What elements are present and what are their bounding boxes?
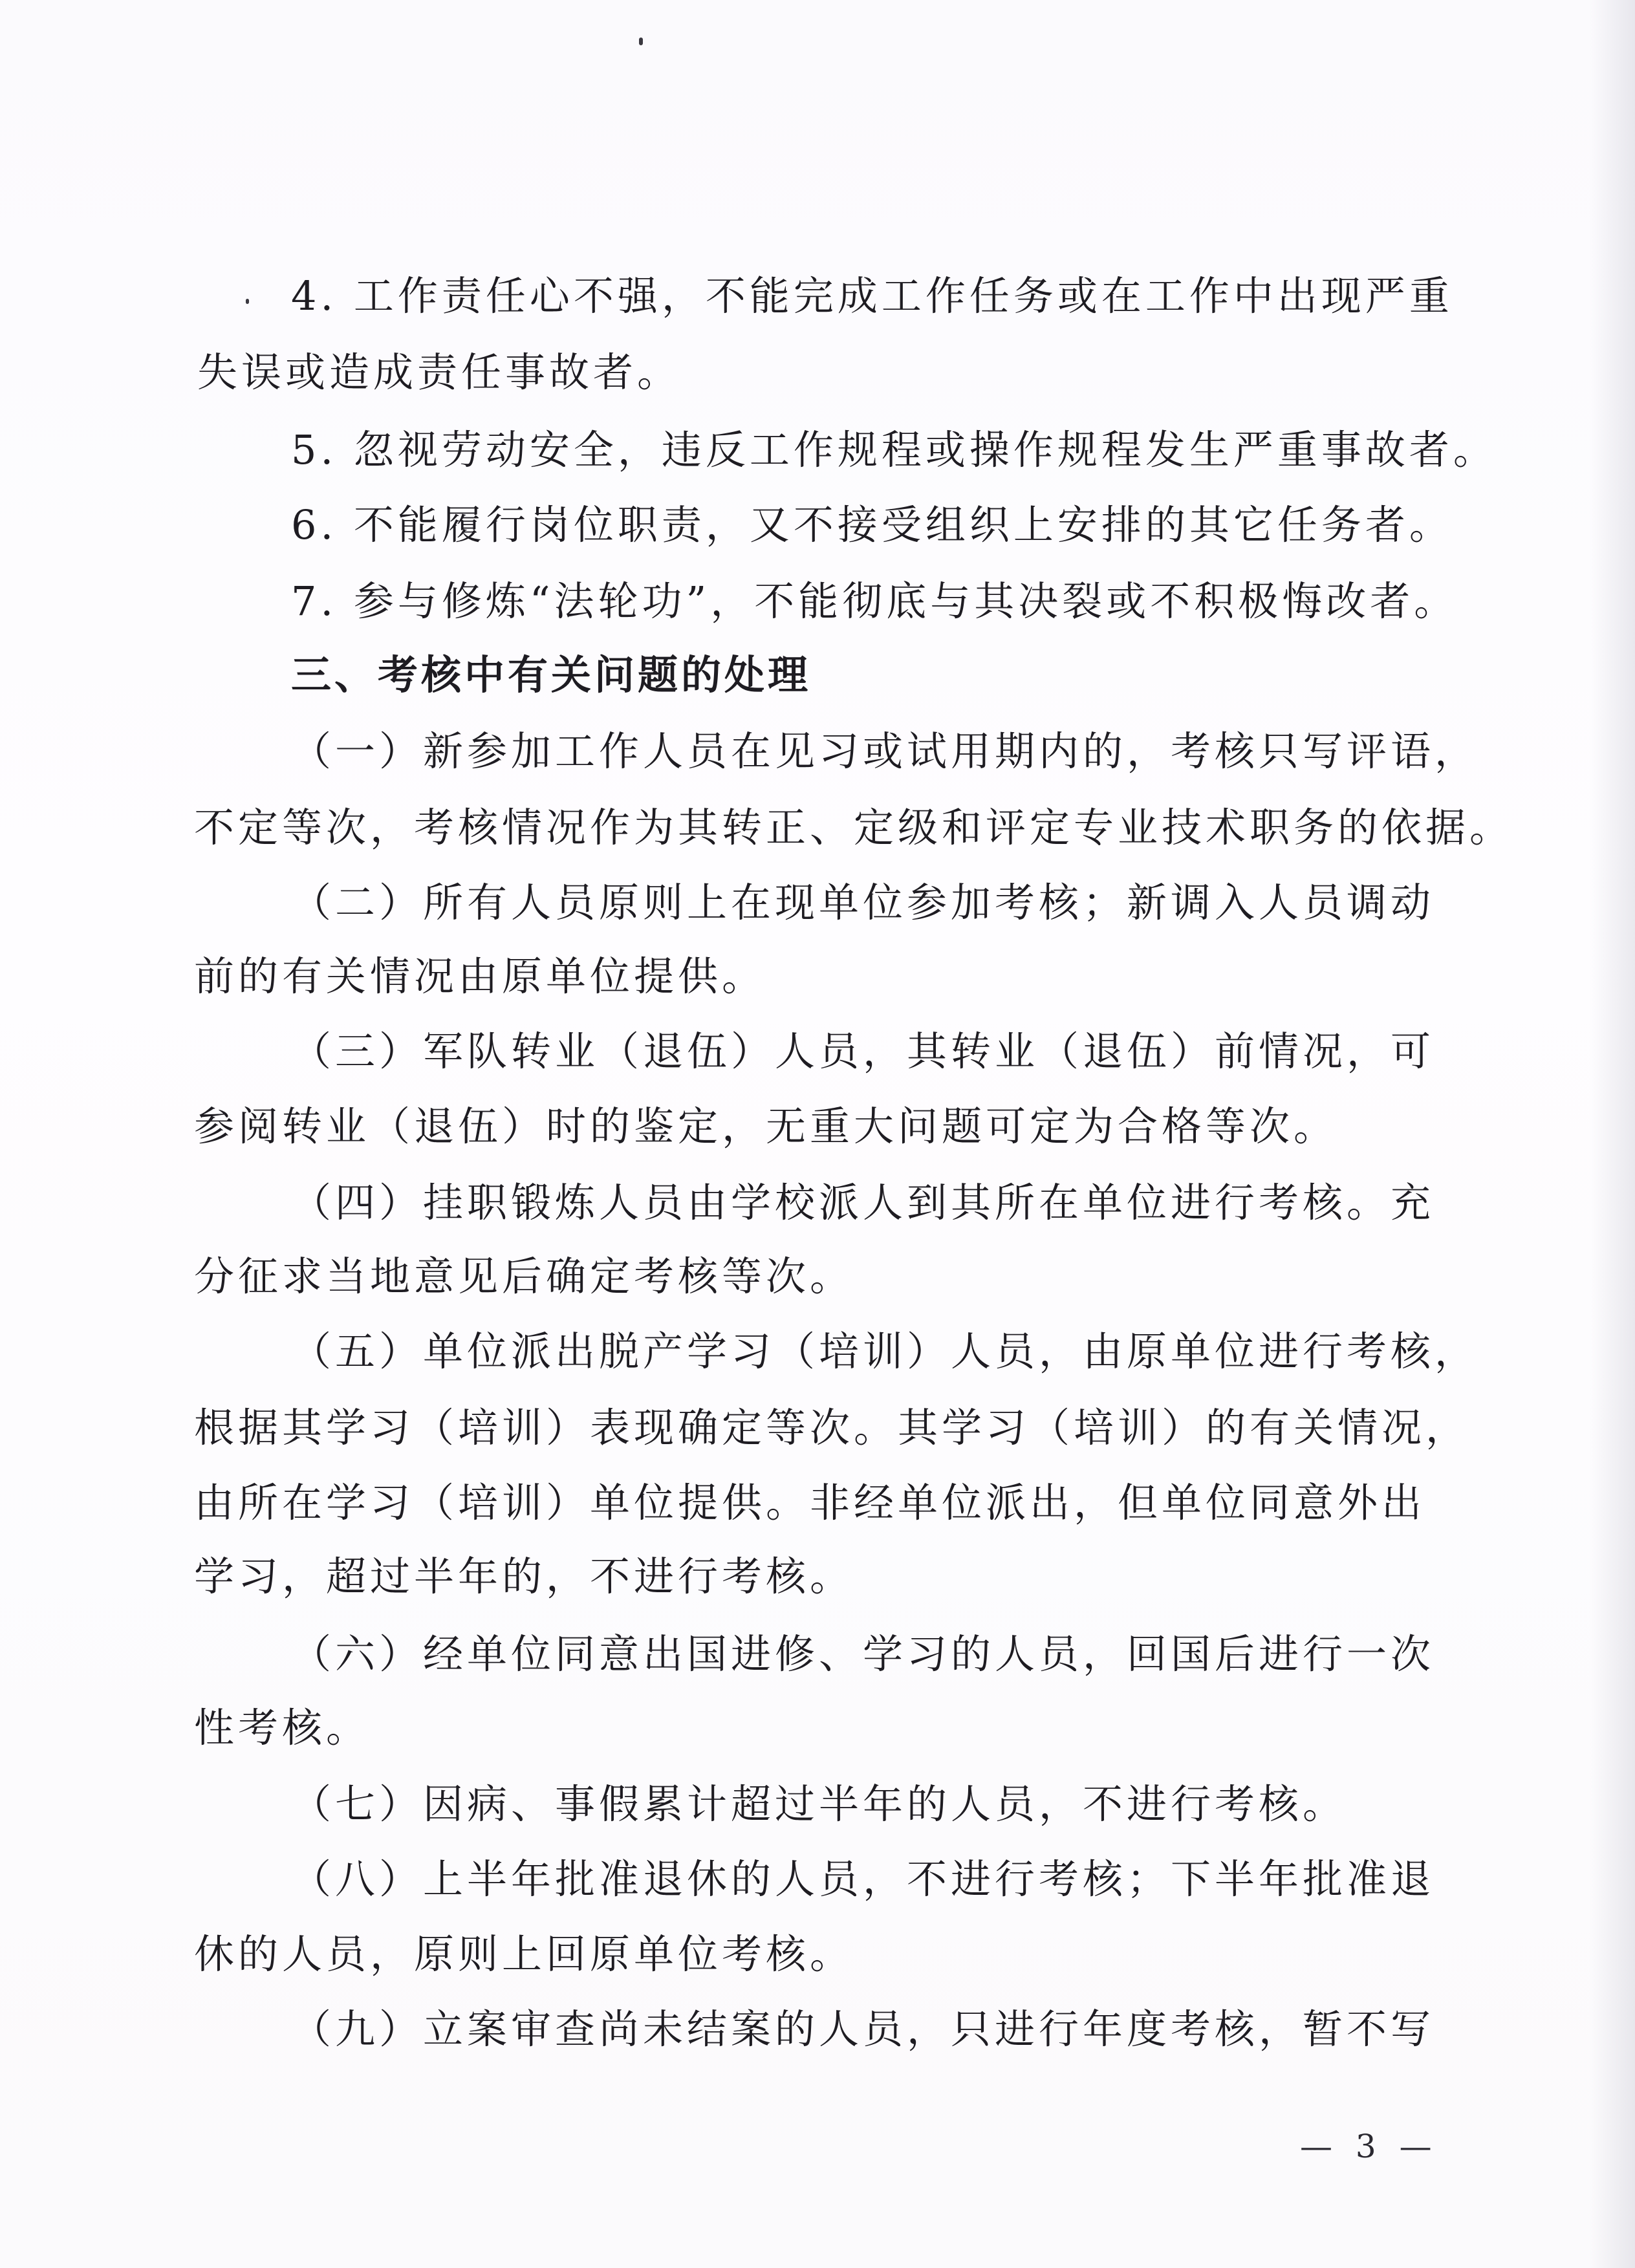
paragraph-4-line-2: 分征求当地意见后确定考核等次。 bbox=[194, 1253, 854, 1300]
section-3-heading: 三、考核中有关问题的处理 bbox=[291, 651, 812, 698]
paragraph-8-line-1: （八）上半年批准退休的人员，不进行考核；下半年批准退 bbox=[291, 1855, 1435, 1903]
paragraph-1-line-1: （一）新参加工作人员在见习或试用期内的，考核只写评语， bbox=[291, 728, 1479, 775]
page-number: — 3 — bbox=[1300, 2128, 1438, 2165]
item-7: 7. 参与修炼“法轮功”，不能彻底与其决裂或不积极悔改者。 bbox=[291, 578, 1458, 625]
paragraph-2-line-1: （二）所有人员原则上在现单位参加考核；新调入人员调动 bbox=[291, 879, 1435, 926]
paragraph-9-line-1: （九）立案审查尚未结案的人员，只进行年度考核，暂不写 bbox=[291, 2005, 1435, 2053]
scan-speck bbox=[246, 299, 249, 304]
paragraph-5-line-3: 由所在学习（培训）单位提供。非经单位派出，但单位同意外出 bbox=[194, 1479, 1426, 1526]
scan-edge-shadow bbox=[1590, 0, 1635, 2268]
paragraph-3-line-2: 参阅转业（退伍）时的鉴定，无重大问题可定为合格等次。 bbox=[194, 1103, 1338, 1150]
item-4-line-1: 4. 工作责任心不强，不能完成工作任务或在工作中出现严重 bbox=[291, 272, 1453, 319]
paragraph-1-line-2: 不定等次，考核情况作为其转正、定级和评定专业技术职务的依据。 bbox=[194, 804, 1514, 851]
paragraph-3-line-1: （三）军队转业（退伍）人员，其转业（退伍）前情况，可 bbox=[291, 1028, 1435, 1075]
item-4-line-2: 失误或造成责任事故者。 bbox=[197, 349, 682, 396]
paragraph-7: （七）因病、事假累计超过半年的人员，不进行考核。 bbox=[291, 1780, 1347, 1828]
paragraph-6-line-2: 性考核。 bbox=[194, 1704, 371, 1751]
paragraph-6-line-1: （六）经单位同意出国进修、学习的人员，回国后进行一次 bbox=[291, 1630, 1435, 1678]
paragraph-2-line-2: 前的有关情况由原单位提供。 bbox=[194, 953, 766, 1000]
paragraph-4-line-1: （四）挂职锻炼人员由学校派人到其所在单位进行考核。充 bbox=[291, 1179, 1435, 1226]
paragraph-5-line-2: 根据其学习（培训）表现确定等次。其学习（培训）的有关情况， bbox=[194, 1404, 1470, 1451]
item-6: 6. 不能履行岗位职责，又不接受组织上安排的其它任务者。 bbox=[291, 501, 1453, 548]
paragraph-5-line-4: 学习，超过半年的，不进行考核。 bbox=[194, 1553, 854, 1600]
paragraph-5-line-1: （五）单位派出脱产学习（培训）人员，由原单位进行考核， bbox=[291, 1328, 1479, 1375]
scan-speck bbox=[639, 38, 643, 45]
item-5: 5. 忽视劳动安全，违反工作规程或操作规程发生严重事故者。 bbox=[291, 426, 1497, 473]
paragraph-8-line-2: 休的人员，原则上回原单位考核。 bbox=[194, 1930, 854, 1978]
